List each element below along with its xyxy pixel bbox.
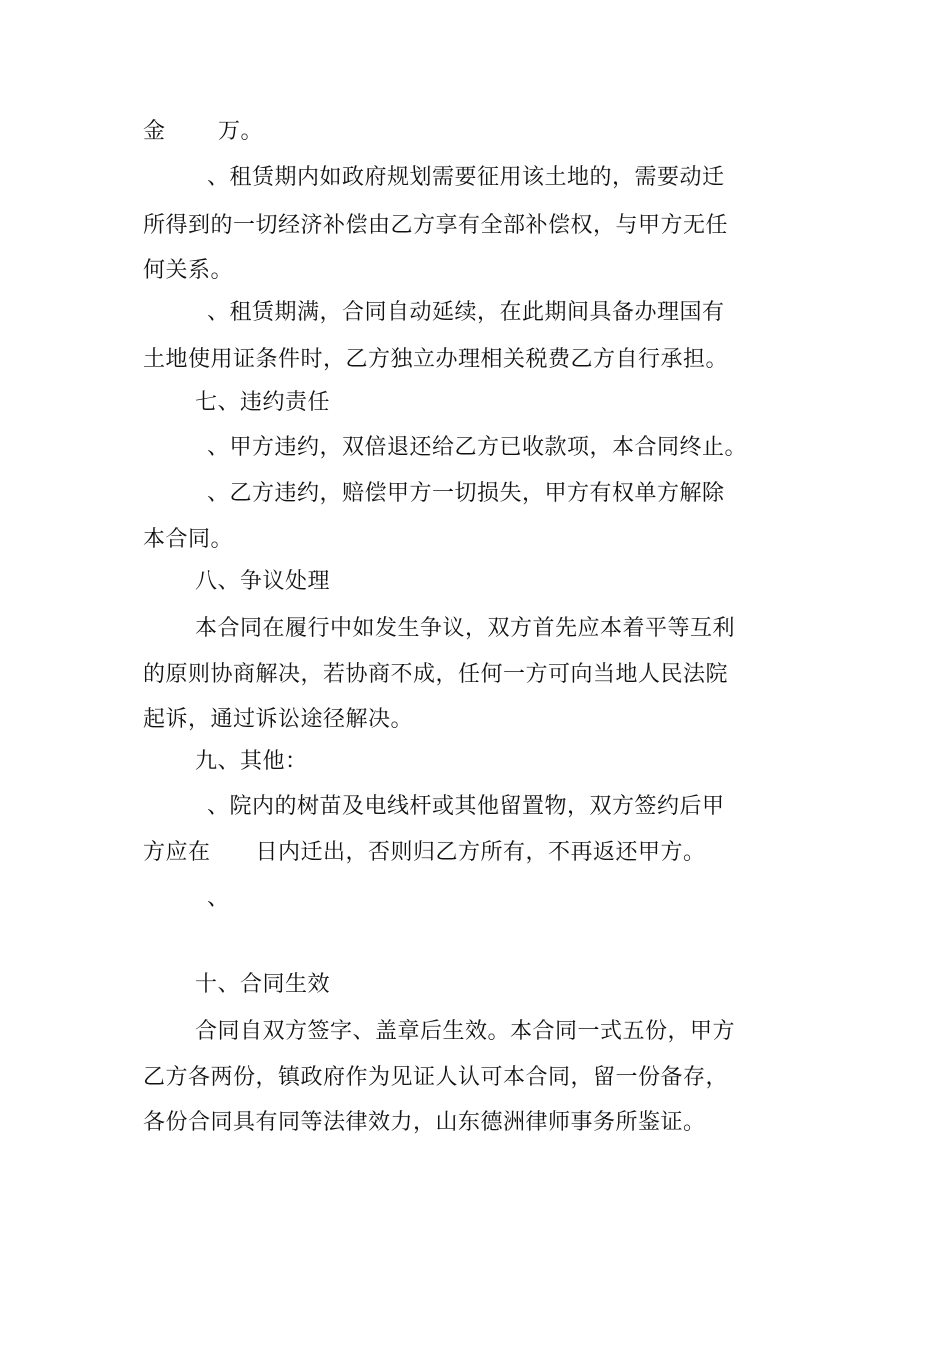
- paragraph-line: 土地使用证条件时，乙方独立办理相关税费乙方自行承担。: [143, 347, 729, 372]
- paragraph-line: 起诉，通过诉讼途径解决。: [143, 707, 414, 732]
- paragraph-line: 、: [207, 886, 230, 911]
- paragraph-line: 金 万。: [143, 119, 263, 144]
- paragraph-line: 的原则协商解决，若协商不成，任何一方可向当地人民法院: [143, 662, 729, 687]
- section-heading: 七、违约责任: [195, 390, 331, 415]
- paragraph-line: 、院内的树苗及电线杆或其他留置物，双方签约后甲: [207, 794, 725, 819]
- section-heading: 八、争议处理: [195, 569, 331, 594]
- paragraph-line: 、乙方违约，赔偿甲方一切损失，甲方有权单方解除: [207, 481, 725, 506]
- paragraph-line: 各份合同具有同等法律效力，山东德洲律师事务所鉴证。: [143, 1110, 706, 1135]
- paragraph-line: 、甲方违约，双倍退还给乙方已收款项，本合同终止。: [207, 435, 748, 460]
- paragraph-line: 乙方各两份，镇政府作为见证人认可本合同，留一份备存，: [143, 1065, 729, 1090]
- paragraph-line: 合同自双方签字、盖章后生效。本合同一式五份，甲方: [195, 1019, 736, 1044]
- paragraph-line: 所得到的一切经济补偿由乙方享有全部补偿权，与甲方无任: [143, 213, 729, 238]
- section-heading: 十、合同生效: [195, 972, 331, 997]
- paragraph-line: 方应在 日内迁出，否则归乙方所有，不再返还甲方。: [143, 840, 706, 865]
- paragraph-line: 何关系。: [143, 258, 234, 283]
- paragraph-line: 、租赁期满，合同自动延续，在此期间具备办理国有: [207, 300, 725, 325]
- paragraph-line: 、租赁期内如政府规划需要征用该土地的，需要动迁: [207, 165, 725, 190]
- paragraph-line: 本合同在履行中如发生争议，双方首先应本着平等互利: [195, 616, 736, 641]
- paragraph-line: 本合同。: [143, 527, 234, 552]
- section-heading: 九、其他：: [195, 749, 308, 774]
